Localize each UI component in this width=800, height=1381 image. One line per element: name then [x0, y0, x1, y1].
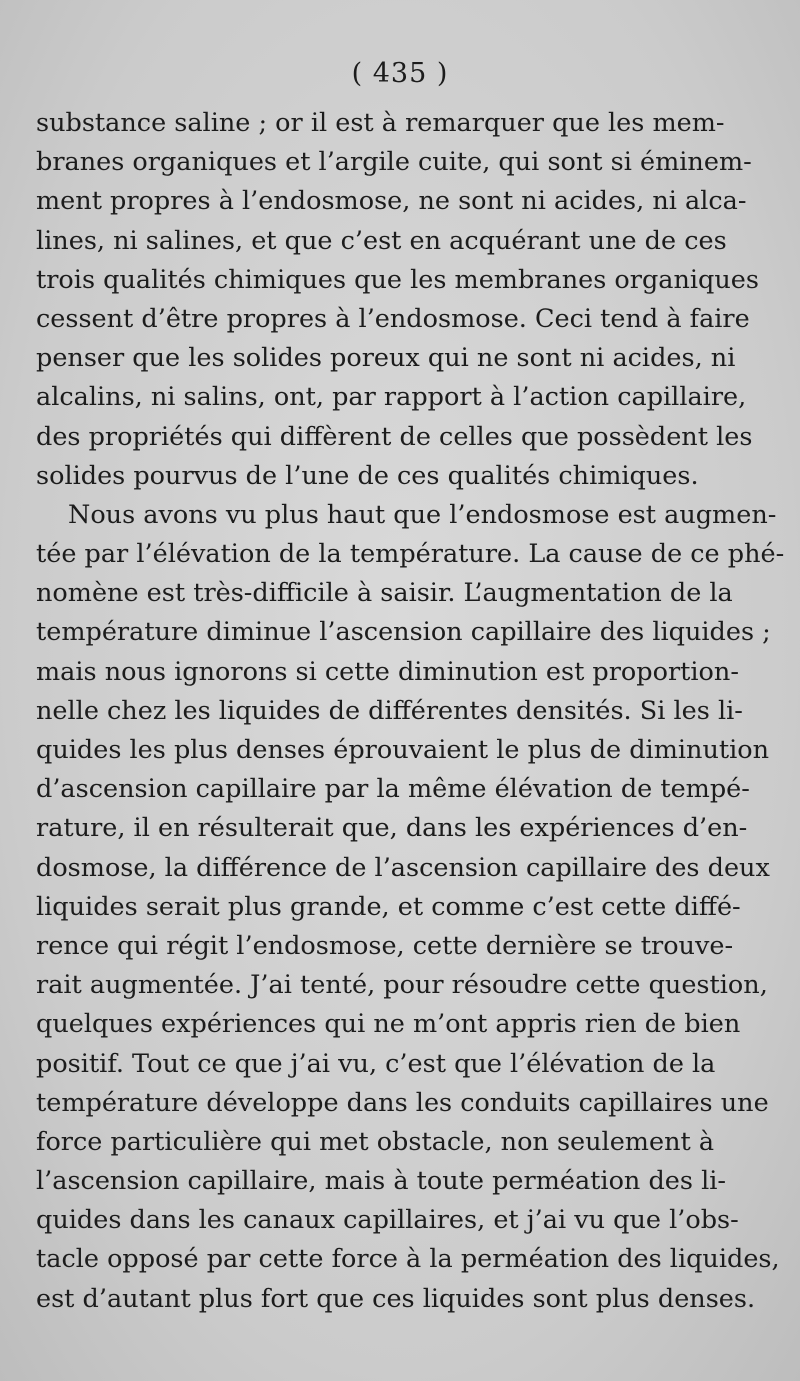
text-line: alcalins, ni salins, ont, par rapport à l’action capillaire, — [36, 382, 747, 413]
paragraph — [36, 104, 759, 496]
text-line: des propriétés qui diffèrent de celles que possèdent les — [36, 421, 753, 452]
text-line: rait augmentée. J’ai tenté, pour résoudre cette question, — [36, 970, 768, 1001]
text-line: Nous avons vu plus haut que l’endosmose est augmen- — [68, 499, 777, 530]
text-line: nelle chez les liquides de différentes densités. Si les li- — [36, 695, 743, 726]
paragraph — [36, 496, 785, 1319]
text-line: température diminue l’ascension capillaire des liquides ; — [36, 617, 771, 648]
text-line: quides les plus denses éprouvaient le plus de diminution — [36, 735, 770, 765]
text-line: quides dans les canaux capillaires, et j’ai vu que l’obs- — [36, 1205, 739, 1236]
text-line: rence qui régit l’endosmose, cette dernière se trouve- — [36, 930, 734, 961]
text-line: tée par l’élévation de la température. La cause de ce phé- — [36, 539, 785, 570]
text-line: mais nous ignorons si cette diminution est proportion- — [36, 656, 739, 687]
text-line: positif. Tout ce que j’ai vu, c’est que l’élévation de la — [36, 1048, 716, 1079]
text-line: substance saline ; or il est à remarquer que les mem- — [36, 108, 725, 138]
text-line: liquides serait plus grande, et comme c’est cette diffé- — [36, 891, 741, 922]
text-line: trois qualités chimiques que les membranes organiques — [36, 264, 759, 295]
text-line: quelques expériences qui ne m’ont appris rien de bien — [36, 1009, 741, 1040]
body-text — [36, 104, 785, 1319]
page-number: ( 435 ) — [351, 58, 449, 89]
text-line: d’ascension capillaire par la même élévation de tempé- — [36, 774, 750, 805]
text-line: branes organiques et l’argile cuite, qui sont si éminem- — [36, 147, 752, 178]
text-line: force particulière qui met obstacle, non seulement à — [36, 1126, 715, 1157]
text-line: ment propres à l’endosmose, ne sont ni acides, ni alca- — [36, 186, 747, 217]
text-line: cessent d’être propres à l’endosmose. Ceci tend à faire — [36, 303, 750, 334]
text-line: penser que les solides poreux qui ne sont ni acides, ni — [36, 343, 736, 374]
text-line: tacle opposé par cette force à la perméation des liquides, — [36, 1244, 780, 1275]
text-line: l’ascension capillaire, mais à toute perméation des li- — [36, 1166, 726, 1197]
text-line: température développe dans les conduits capillaires une — [36, 1087, 769, 1118]
text-line: dosmose, la différence de l’ascension capillaire des deux — [36, 852, 770, 883]
text-line: rature, il en résulterait que, dans les expériences d’en- — [36, 813, 748, 844]
text-line: est d’autant plus fort que ces liquides sont plus denses. — [36, 1283, 756, 1314]
text-line: solides pourvus de l’une de ces qualités chimiques. — [36, 460, 699, 491]
text-line: lines, ni salines, et que c’est en acquérant une de ces — [36, 225, 727, 256]
text-line: nomène est très-difficile à saisir. L’augmentation de la — [36, 578, 733, 609]
